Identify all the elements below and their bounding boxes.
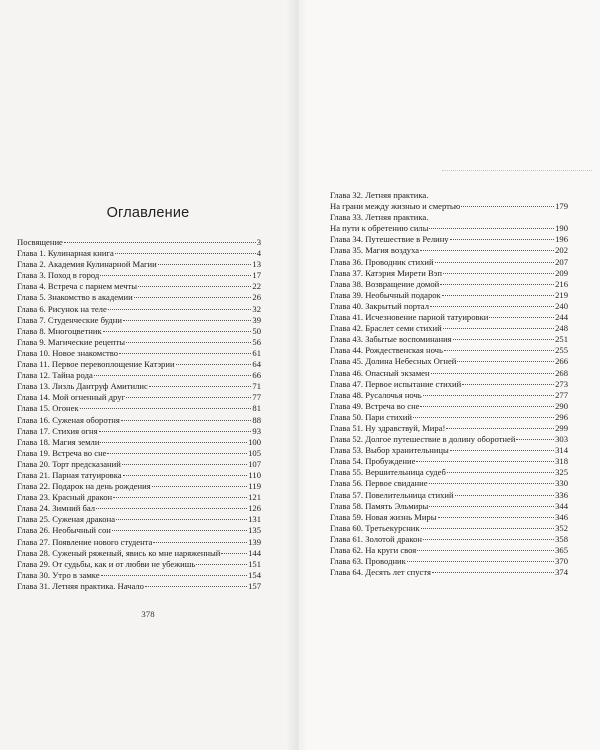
toc-entry-title: Глава 25. Суженая дракона xyxy=(17,514,116,525)
toc-entry xyxy=(330,290,568,301)
toc-entry-title: Глава 9. Магические рецепты xyxy=(17,336,126,347)
dot-leader xyxy=(134,297,252,298)
toc-entry-title: Глава 50. Пари стихий xyxy=(330,411,412,422)
toc-entry xyxy=(330,523,568,534)
dot-leader xyxy=(461,206,554,207)
dot-leader xyxy=(64,242,256,243)
toc-entry-page: 303 xyxy=(555,434,568,445)
dot-leader xyxy=(420,250,554,251)
toc-entry-page: 244 xyxy=(555,312,568,323)
toc-entry-title: Глава 60. Третьекурсник xyxy=(330,522,420,533)
dot-leader xyxy=(101,575,248,576)
toc-entry xyxy=(17,525,261,536)
toc-entry-page: 121 xyxy=(248,492,261,503)
toc-entry-subtitle: На грани между жизнью и смертью xyxy=(330,201,461,212)
toc-entry-title: Глава 31. Летняя практика. Начало xyxy=(17,580,144,591)
toc-entry-title: Глава 63. Проводник xyxy=(330,556,406,567)
dot-leader xyxy=(121,420,252,421)
toc-entry-title: Глава 32. Летняя практика. xyxy=(330,190,429,200)
dot-leader xyxy=(423,539,554,540)
toc-entry xyxy=(17,337,261,348)
dot-leader xyxy=(153,542,247,543)
toc-entry-page: 277 xyxy=(555,389,568,400)
toc-entry-title: Глава 46. Опасный экзамен xyxy=(330,367,430,378)
dot-leader xyxy=(432,572,554,573)
page-edge-dots xyxy=(442,170,592,172)
toc-entry xyxy=(17,492,261,503)
dot-leader xyxy=(80,408,252,409)
toc-entry-title: Глава 13. Лизль Дантруф Амитилис xyxy=(17,381,148,392)
toc-entry-title: Глава 17. Стихия огня xyxy=(17,425,98,436)
toc-entry-page: 314 xyxy=(555,445,568,456)
dot-leader xyxy=(158,264,252,265)
toc-entry-title: Глава 54. Пробуждение xyxy=(330,456,416,467)
toc-entry-page: 4 xyxy=(256,248,261,259)
toc-entry xyxy=(330,412,568,423)
toc-entry-page: 154 xyxy=(248,569,261,580)
toc-entry-page: 157 xyxy=(248,580,261,591)
toc-entry-page: 77 xyxy=(252,392,261,403)
toc-entry-title: Глава 55. Вершительница судеб xyxy=(330,467,446,478)
toc-entry xyxy=(330,556,568,567)
toc-entry xyxy=(330,323,568,334)
toc-entry-page: 209 xyxy=(555,267,568,278)
toc-entry-title: Глава 24. Зимний бал xyxy=(17,503,96,514)
toc-entry-page: 273 xyxy=(555,378,568,389)
toc-entry xyxy=(330,445,568,456)
dot-leader xyxy=(115,253,256,254)
toc-entry xyxy=(17,259,261,270)
toc-entry-page: 344 xyxy=(555,500,568,511)
toc-entry-page: 17 xyxy=(252,270,261,281)
dot-leader xyxy=(103,331,252,332)
toc-entry-page: 358 xyxy=(555,533,568,544)
toc-entry-title: Глава 27. Появление нового студента xyxy=(17,536,153,547)
toc-entry xyxy=(330,245,568,256)
toc-entry-page: 126 xyxy=(248,503,261,514)
dot-leader xyxy=(438,517,555,518)
toc-entry-title: Глава 37. Катэрия Мирети Вэп xyxy=(330,267,442,278)
toc-entry-title: Глава 36. Проводник стихий xyxy=(330,256,434,267)
toc-entry-title: Глава 45. Долина Небесных Огней xyxy=(330,356,457,367)
toc-entry-title: Глава 56. Первое свидание xyxy=(330,478,428,489)
toc-entry xyxy=(17,548,261,559)
dot-leader xyxy=(116,519,247,520)
toc-entry-title: Глава 20. Торт предсказаний xyxy=(17,458,121,469)
dot-leader xyxy=(122,464,247,465)
dot-leader xyxy=(145,586,247,587)
dot-leader xyxy=(446,428,554,429)
dot-leader xyxy=(138,286,251,287)
dot-leader xyxy=(126,397,251,398)
toc-entry-title: Глава 53. Выбор хранительницы xyxy=(330,445,449,456)
toc-entry-title: Глава 5. Знакомство в академии xyxy=(17,292,133,303)
toc-entry xyxy=(17,292,261,303)
toc-entry xyxy=(330,268,568,279)
toc-entry-page: 299 xyxy=(555,422,568,433)
toc-entry xyxy=(330,334,568,345)
dot-leader xyxy=(407,561,554,562)
toc-entry-title: Глава 15. Огонек xyxy=(17,403,79,414)
toc-entry xyxy=(17,315,261,326)
dot-leader xyxy=(423,395,554,396)
toc-entry-page: 190 xyxy=(555,223,568,234)
toc-entry xyxy=(17,403,261,414)
toc-entry-title: Глава 16. Суженая оборотня xyxy=(17,414,120,425)
dot-leader xyxy=(453,339,554,340)
toc-entry-page: 66 xyxy=(252,370,261,381)
toc-entry-page: 207 xyxy=(555,256,568,267)
page-number: 378 xyxy=(141,609,155,619)
toc-entry xyxy=(330,301,568,312)
toc-entry-page: 81 xyxy=(252,403,261,414)
toc-entry-title: Глава 7. Студенческие будни xyxy=(17,314,122,325)
toc-entry xyxy=(330,212,568,234)
toc-entry-title: Глава 58. Память Эльмиры xyxy=(330,500,429,511)
toc-entry-page: 39 xyxy=(252,314,261,325)
book-gutter xyxy=(286,0,308,750)
dot-leader xyxy=(112,530,247,531)
toc-entry xyxy=(17,281,261,292)
toc-entry xyxy=(17,248,261,259)
dot-leader xyxy=(430,306,554,307)
dot-leader xyxy=(417,550,554,551)
toc-entry xyxy=(17,370,261,381)
dot-leader xyxy=(123,475,248,476)
toc-entry-title: Посвящение xyxy=(17,237,63,247)
toc-entry-page: 139 xyxy=(248,536,261,547)
toc-entry-page: 107 xyxy=(248,458,261,469)
dot-leader xyxy=(123,320,251,321)
dot-leader xyxy=(119,353,251,354)
toc-entry xyxy=(330,545,568,556)
toc-entry-page: 365 xyxy=(555,545,568,555)
dot-leader xyxy=(462,384,554,385)
toc-entry-title: Глава 14. Мой огненный друг xyxy=(17,392,126,403)
toc-entry-title: Глава 64. Десять лет спустя xyxy=(330,567,431,578)
toc-entry-title: Глава 43. Забытые воспоминания xyxy=(330,334,452,345)
toc-entry-page: 151 xyxy=(248,558,261,569)
toc-entry xyxy=(330,279,568,290)
toc-entry-title: Глава 39. Необычный подарок xyxy=(330,289,441,300)
toc-entry-title: Глава 34. Путешествие в Релину xyxy=(330,234,449,245)
dot-leader xyxy=(447,472,554,473)
dot-leader xyxy=(107,453,247,454)
dot-leader xyxy=(149,386,252,387)
toc-entry-page: 296 xyxy=(555,411,568,422)
toc-entry xyxy=(330,456,568,467)
toc-entry-page: 240 xyxy=(555,300,568,311)
toc-entry-title: Глава 8. Многоцветник xyxy=(17,325,102,336)
toc-entry-title: Глава 47. Первое испытание стихий xyxy=(330,378,462,389)
toc-entry-page: 119 xyxy=(248,481,261,492)
dot-leader xyxy=(443,273,554,274)
toc-entry-page: 325 xyxy=(555,467,568,478)
toc-entry xyxy=(330,478,568,489)
toc-entry-page: 135 xyxy=(248,525,261,536)
toc-entry-title: Глава 30. Утро в замке xyxy=(17,569,100,580)
toc-entry-page: 255 xyxy=(555,345,568,356)
toc-entry-page: 64 xyxy=(252,359,261,370)
dot-leader xyxy=(444,350,554,351)
toc-entry-title: Глава 12. Тайна рода xyxy=(17,370,93,381)
toc-entry xyxy=(17,392,261,403)
toc-entry xyxy=(17,514,261,525)
toc-entry-page: 179 xyxy=(555,201,568,212)
dot-leader xyxy=(429,506,554,507)
dot-leader xyxy=(443,328,554,329)
toc-entry-page: 110 xyxy=(248,469,261,480)
toc-entry xyxy=(330,567,568,578)
toc-entry-page: 50 xyxy=(252,325,261,336)
dot-leader xyxy=(152,486,248,487)
toc-entry-page: 22 xyxy=(252,281,261,292)
toc-entry xyxy=(330,190,568,212)
dot-leader xyxy=(176,364,252,365)
toc-entry-title: Глава 21. Парная татуировка xyxy=(17,469,122,480)
toc-entry-page: 105 xyxy=(248,447,261,458)
toc-entry xyxy=(17,304,261,315)
dot-leader xyxy=(516,439,554,440)
dot-leader xyxy=(450,450,554,451)
toc-entry xyxy=(17,481,261,492)
toc-entry-page: 88 xyxy=(252,414,261,425)
toc-entry-title: Глава 19. Встреча во сне xyxy=(17,447,107,458)
toc-entry-title: Глава 6. Рисунок на теле xyxy=(17,303,107,314)
toc-entry-page: 352 xyxy=(555,522,568,533)
toc-entry-line2 xyxy=(330,201,568,212)
toc-entry-title: Глава 3. Поход в город xyxy=(17,270,100,281)
dot-leader xyxy=(457,361,554,362)
toc-entry-page: 336 xyxy=(555,489,568,500)
toc-entry-page: 61 xyxy=(252,347,261,358)
dot-leader xyxy=(94,375,252,376)
toc-entry xyxy=(330,401,568,412)
dot-leader xyxy=(450,239,555,240)
toc-entry-page: 248 xyxy=(555,323,568,334)
dot-leader xyxy=(196,564,247,565)
dot-leader xyxy=(113,497,247,498)
toc-entry-title: Глава 29. От судьбы, как и от любви не убежишь xyxy=(17,558,196,569)
toc-entry-page: 266 xyxy=(555,356,568,367)
toc-entry-page: 374 xyxy=(555,567,568,578)
toc-entry xyxy=(17,448,261,459)
toc-entry xyxy=(17,326,261,337)
toc-entry-title: Глава 26. Необычный сон xyxy=(17,525,111,536)
toc-entry-page: 251 xyxy=(555,334,568,345)
dot-leader xyxy=(429,483,555,484)
toc-entry-title: Глава 48. Русалочья ночь xyxy=(330,389,422,400)
toc-entry-page: 131 xyxy=(248,514,261,525)
dot-leader xyxy=(440,284,554,285)
toc-entry-title: Глава 18. Магия земли xyxy=(17,436,100,447)
dot-leader xyxy=(420,406,554,407)
toc-entry xyxy=(330,512,568,523)
toc-entry xyxy=(330,368,568,379)
toc-entry xyxy=(330,234,568,245)
toc-entry xyxy=(17,270,261,281)
toc-entry-title: Глава 1. Кулинарная книга xyxy=(17,248,114,259)
toc-entry xyxy=(330,490,568,501)
dot-leader xyxy=(421,528,555,529)
toc-list-right xyxy=(330,190,568,578)
toc-entry xyxy=(17,570,261,581)
toc-entry-page: 268 xyxy=(555,367,568,378)
dot-leader xyxy=(442,295,554,296)
toc-entry-page: 202 xyxy=(555,245,568,256)
toc-entry-page: 144 xyxy=(248,547,261,558)
toc-entry-title: Глава 23. Красный дракон xyxy=(17,492,113,503)
dot-leader xyxy=(100,275,251,276)
toc-entry xyxy=(330,467,568,478)
dot-leader xyxy=(413,417,554,418)
toc-entry xyxy=(17,381,261,392)
toc-entry xyxy=(17,503,261,514)
toc-entry xyxy=(330,390,568,401)
toc-entry xyxy=(330,534,568,545)
toc-entry-title: Глава 11. Первое перевоплощение Катэрии xyxy=(17,359,175,370)
toc-entry-page: 290 xyxy=(555,400,568,411)
toc-entry xyxy=(17,237,261,248)
toc-entry-page: 100 xyxy=(248,436,261,447)
toc-entry-page: 32 xyxy=(252,303,261,314)
toc-entry-page: 370 xyxy=(555,556,568,567)
toc-entry-page: 196 xyxy=(555,234,568,245)
dot-leader xyxy=(100,442,247,443)
toc-entry-title: Глава 33. Летняя практика. xyxy=(330,212,429,223)
toc-entry-title: Глава 44. Рождественская ночь xyxy=(330,345,443,356)
toc-list-left xyxy=(17,237,261,592)
toc-entry xyxy=(17,537,261,548)
dot-leader xyxy=(489,317,554,318)
toc-entry xyxy=(17,437,261,448)
toc-entry xyxy=(330,257,568,268)
toc-entry-title: Глава 4. Встреча с парнем мечты xyxy=(17,281,138,292)
dot-leader xyxy=(221,553,247,554)
toc-entry-title: Глава 41. Исчезновение парной татуировки xyxy=(330,312,489,323)
toc-entry xyxy=(330,312,568,323)
toc-entry-title: Глава 61. Золотой дракон xyxy=(330,533,422,544)
toc-entry-page: 71 xyxy=(252,381,261,392)
toc-entry xyxy=(330,434,568,445)
toc-entry-page: 346 xyxy=(555,511,568,522)
toc-entry-line2 xyxy=(330,223,568,234)
toc-entry-title: Глава 59. Новая жизнь Миры xyxy=(330,511,437,522)
toc-entry xyxy=(17,470,261,481)
toc-entry-title: Глава 49. Встреча во сне xyxy=(330,400,420,411)
toc-entry xyxy=(330,379,568,390)
toc-entry xyxy=(330,423,568,434)
toc-entry xyxy=(17,581,261,592)
toc-entry-title: Глава 62. На круги своя xyxy=(330,545,417,555)
dot-leader xyxy=(96,508,247,509)
toc-entry xyxy=(17,359,261,370)
toc-entry xyxy=(17,559,261,570)
toc-entry-title: Глава 52. Долгое путешествие в долину оборотней xyxy=(330,434,516,445)
toc-entry-title: Глава 2. Академия Кулинарной Магии xyxy=(17,259,157,270)
toc-entry-title: Глава 38. Возвращение домой xyxy=(330,278,440,289)
toc-entry-title: Глава 10. Новое знакомство xyxy=(17,347,119,358)
toc-entry-page: 26 xyxy=(252,292,261,303)
toc-entry xyxy=(17,348,261,359)
toc-entry-title: Глава 51. Ну здравствуй, Мира! xyxy=(330,422,446,433)
toc-entry-page: 330 xyxy=(555,478,568,489)
toc-entry xyxy=(330,501,568,512)
toc-entry xyxy=(17,459,261,470)
dot-leader xyxy=(455,495,554,496)
toc-entry-title: Глава 22. Подарок на день рождения xyxy=(17,481,151,492)
toc-entry-page: 216 xyxy=(555,278,568,289)
toc-entry-page: 318 xyxy=(555,456,568,467)
toc-entry xyxy=(330,356,568,367)
dot-leader xyxy=(416,461,554,462)
toc-entry-subtitle: На пути к обретению силы xyxy=(330,223,429,234)
toc-entry xyxy=(17,415,261,426)
toc-entry-page: 56 xyxy=(252,336,261,347)
dot-leader xyxy=(431,373,555,374)
toc-entry xyxy=(17,426,261,437)
toc-entry-page: 219 xyxy=(555,289,568,300)
dot-leader xyxy=(108,309,252,310)
toc-entry-page: 3 xyxy=(256,237,261,247)
toc-title: Оглавление xyxy=(106,205,190,221)
toc-entry-title: Глава 42. Браслет семи стихий xyxy=(330,323,442,334)
toc-entry-page: 93 xyxy=(252,425,261,436)
dot-leader xyxy=(126,342,251,343)
toc-entry-page: 13 xyxy=(252,259,261,270)
toc-entry xyxy=(330,345,568,356)
toc-entry-title: Глава 28. Суженый ряженый, явись ко мне наряженный xyxy=(17,547,221,558)
dot-leader xyxy=(429,228,554,229)
toc-entry-title: Глава 35. Магия воздуха xyxy=(330,245,420,256)
dot-leader xyxy=(435,262,554,263)
dot-leader xyxy=(99,431,252,432)
toc-entry-title: Глава 57. Повелительница стихий xyxy=(330,489,454,500)
toc-entry-title: Глава 40. Закрытый портал xyxy=(330,300,429,311)
